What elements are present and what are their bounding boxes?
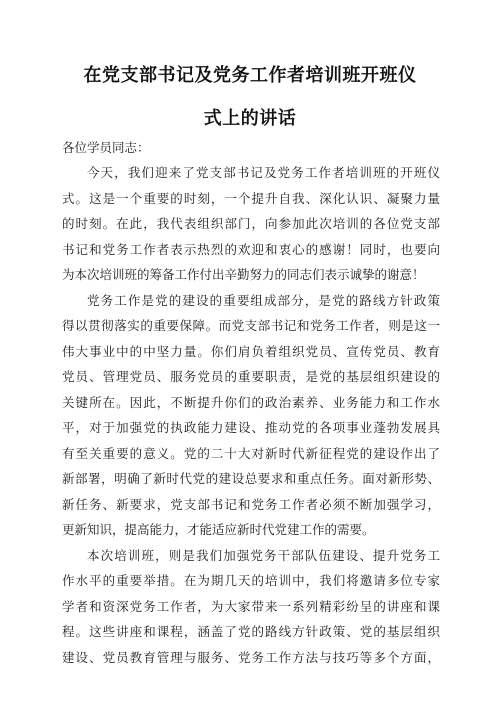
paragraph-line: 更新知识，提高能力，才能适应新时代党建工作的需要。	[62, 522, 375, 537]
paragraph-line: 本次培训班，则是我们加强党务干部队伍建设、提升党务工	[87, 547, 440, 563]
paragraph-1	[62, 160, 440, 288]
paragraph-line: 新任务、新要求，党支部书记和党务工作者必须不断加强学习，	[62, 496, 440, 512]
document-title-line-1: 在党支部书记及党务工作者培训班开班仪	[83, 65, 417, 86]
paragraph-line: 有至关重要的意义。党的二十大对新时代新征程党的建设作出了	[62, 445, 440, 461]
paragraph-line: 平，对于加强党的执政能力建设、推动党的各项事业蓬勃发展具	[62, 420, 440, 435]
salutation: 各位学员同志：	[62, 140, 150, 155]
paragraph-line: 新部署，明确了新时代党的建设总要求和重点任务。面对新形势、	[62, 471, 440, 486]
paragraph-line: 伟大事业中的中坚力量。你们肩负着组织党员、宣传党员、教育	[62, 343, 440, 359]
paragraph-2	[62, 288, 440, 543]
paragraph-line: 关键所在。因此，不断提升你们的政治素养、业务能力和工作水	[62, 394, 440, 410]
paragraph-line: 为本次培训班的筹备工作付出辛勤努力的同志们表示诚挚的谢意！	[62, 267, 425, 282]
paragraph-line: 程。这些讲座和课程，涵盖了党的路线方针政策、党的基层组织	[62, 624, 440, 639]
paragraph-line: 得以贯彻落实的重要保障。而党支部书记和党务工作者，则是这一	[62, 318, 440, 333]
paragraph-line: 党员、管理党员、服务党员的重要职责，是党的基层组织建设的	[62, 369, 440, 384]
paragraph-line: 的时刻。在此，我代表组织部门，向参加此次培训的各位党支部	[62, 216, 440, 231]
paragraph-line: 党务工作是党的建设的重要组成部分，是党的路线方针政策	[87, 292, 440, 308]
paragraph-line: 式。这是一个重要的时刻，一个提升自我、深化认识、凝聚力量	[62, 190, 440, 206]
document-title-line-2: 式上的讲话	[203, 108, 297, 129]
paragraph-line: 建设、党员教育管理与服务、党务工作方法与技巧等多个方面，	[62, 649, 440, 665]
paragraph-line: 书记和党务工作者表示热烈的欢迎和衷心的感谢！同时，也要向	[62, 241, 440, 257]
document-body	[62, 136, 440, 670]
paragraph-line: 学者和资深党务工作者，为大家带来一系列精彩纷呈的讲座和课	[62, 598, 440, 614]
paragraph-3	[62, 543, 440, 671]
paragraph-line: 作水平的重要举措。在为期几天的培训中，我们将邀请多位专家	[62, 573, 440, 588]
paragraph-line: 今天，我们迎来了党支部书记及党务工作者培训班的开班仪	[87, 165, 440, 180]
